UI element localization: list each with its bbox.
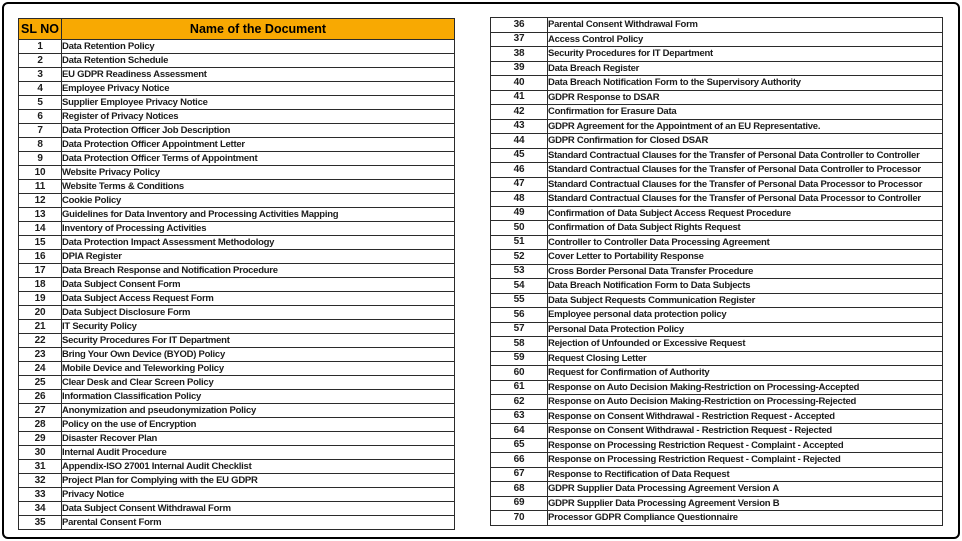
document-name: Website Privacy Policy: [62, 166, 455, 180]
row-number: 48: [491, 192, 548, 207]
document-name: Data Retention Schedule: [62, 54, 455, 68]
document-name: GDPR Agreement for the Appointment of an EU Representative.: [548, 119, 943, 134]
document-name: Cookie Policy: [62, 194, 455, 208]
document-name: Disaster Recover Plan: [62, 432, 455, 446]
row-number: 30: [19, 446, 62, 460]
document-name: Request for Confirmation of Authority: [548, 366, 943, 381]
document-name: Information Classification Policy: [62, 390, 455, 404]
document-name: Data Subject Consent Form: [62, 278, 455, 292]
row-number: 66: [491, 453, 548, 468]
row-number: 17: [19, 264, 62, 278]
document-name: Employee Privacy Notice: [62, 82, 455, 96]
table-row: [19, 236, 455, 250]
row-number: 34: [19, 502, 62, 516]
table-row: [491, 482, 943, 497]
table-row: [491, 61, 943, 76]
table-row: [491, 395, 943, 410]
table-body-right: [491, 18, 943, 526]
table-row: [491, 467, 943, 482]
column-header-document-name: Name of the Document: [62, 19, 455, 40]
document-name: Security Procedures For IT Department: [62, 334, 455, 348]
row-number: 62: [491, 395, 548, 410]
document-name: EU GDPR Readiness Assessment: [62, 68, 455, 82]
document-name: Parental Consent Withdrawal Form: [548, 18, 943, 33]
table-row: [19, 362, 455, 376]
row-number: 11: [19, 180, 62, 194]
table-row: [491, 177, 943, 192]
table-row: [19, 320, 455, 334]
document-name: Employee personal data protection policy: [548, 308, 943, 323]
document-name: Access Control Policy: [548, 32, 943, 47]
table-row: [19, 222, 455, 236]
table-row: [491, 221, 943, 236]
document-name: Data Subject Requests Communication Register: [548, 293, 943, 308]
row-number: 70: [491, 511, 548, 526]
row-number: 12: [19, 194, 62, 208]
document-name: Data Protection Officer Terms of Appointment: [62, 152, 455, 166]
row-number: 59: [491, 351, 548, 366]
row-number: 27: [19, 404, 62, 418]
table-row: [19, 488, 455, 502]
document-name: Response on Consent Withdrawal - Restriction Request - Accepted: [548, 409, 943, 424]
table-row: [19, 334, 455, 348]
table-row: [19, 376, 455, 390]
document-name: Project Plan for Complying with the EU GDPR: [62, 474, 455, 488]
row-number: 1: [19, 40, 62, 54]
table-row: [491, 337, 943, 352]
row-number: 56: [491, 308, 548, 323]
document-name: Privacy Notice: [62, 488, 455, 502]
document-name: Standard Contractual Clauses for the Transfer of Personal Data Processor to Processor: [548, 177, 943, 192]
document-name: Policy on the use of Encryption: [62, 418, 455, 432]
table-row: [491, 409, 943, 424]
document-name: Security Procedures for IT Department: [548, 47, 943, 62]
row-number: 20: [19, 306, 62, 320]
document-name: Controller to Controller Data Processing Agreement: [548, 235, 943, 250]
row-number: 32: [19, 474, 62, 488]
row-number: 26: [19, 390, 62, 404]
document-name: Internal Audit Procedure: [62, 446, 455, 460]
document-name: Clear Desk and Clear Screen Policy: [62, 376, 455, 390]
table-row: [19, 138, 455, 152]
table-row: [491, 192, 943, 207]
table-row: [19, 96, 455, 110]
row-number: 19: [19, 292, 62, 306]
table-row: [491, 206, 943, 221]
document-name: Rejection of Unfounded or Excessive Request: [548, 337, 943, 352]
table-body-left: [19, 40, 455, 530]
table-row: [491, 366, 943, 381]
document-name: Processor GDPR Compliance Questionnaire: [548, 511, 943, 526]
table-row: [19, 404, 455, 418]
row-number: 23: [19, 348, 62, 362]
document-name: Data Subject Consent Withdrawal Form: [62, 502, 455, 516]
row-number: 6: [19, 110, 62, 124]
table-row: [491, 90, 943, 105]
document-name: Bring Your Own Device (BYOD) Policy: [62, 348, 455, 362]
document-name: Response on Auto Decision Making-Restriction on Processing-Accepted: [548, 380, 943, 395]
row-number: 63: [491, 409, 548, 424]
document-table-right: [490, 17, 943, 526]
document-name: Standard Contractual Clauses for the Transfer of Personal Data Controller to Controller: [548, 148, 943, 163]
row-number: 51: [491, 235, 548, 250]
document-name: Response to Rectification of Data Request: [548, 467, 943, 482]
document-name: Supplier Employee Privacy Notice: [62, 96, 455, 110]
table-row: [19, 124, 455, 138]
table-row: [19, 474, 455, 488]
table-row: [491, 308, 943, 323]
document-name: GDPR Supplier Data Processing Agreement Version A: [548, 482, 943, 497]
document-name: Cover Letter to Portability Response: [548, 250, 943, 265]
document-name: Website Terms & Conditions: [62, 180, 455, 194]
row-number: 43: [491, 119, 548, 134]
row-number: 7: [19, 124, 62, 138]
document-name: DPIA Register: [62, 250, 455, 264]
table-row: [491, 105, 943, 120]
row-number: 14: [19, 222, 62, 236]
row-number: 54: [491, 279, 548, 294]
table-row: [491, 148, 943, 163]
table-row: [19, 208, 455, 222]
row-number: 44: [491, 134, 548, 149]
table-row: [491, 279, 943, 294]
table-row: [19, 68, 455, 82]
header-row: [19, 19, 455, 40]
table-row: [491, 163, 943, 178]
table-row: [19, 152, 455, 166]
table-row: [19, 180, 455, 194]
table-row: [19, 516, 455, 530]
table-row: [491, 511, 943, 526]
table-row: [19, 502, 455, 516]
table-row: [491, 47, 943, 62]
row-number: 41: [491, 90, 548, 105]
document-name: Personal Data Protection Policy: [548, 322, 943, 337]
document-name: Data Breach Response and Notification Procedure: [62, 264, 455, 278]
row-number: 35: [19, 516, 62, 530]
document-name: Mobile Device and Teleworking Policy: [62, 362, 455, 376]
row-number: 49: [491, 206, 548, 221]
document-name: Data Subject Access Request Form: [62, 292, 455, 306]
row-number: 29: [19, 432, 62, 446]
row-number: 47: [491, 177, 548, 192]
column-header-sl-no: SL NO: [19, 19, 62, 40]
document-name: Data Protection Officer Appointment Letter: [62, 138, 455, 152]
document-name: IT Security Policy: [62, 320, 455, 334]
table-row: [19, 250, 455, 264]
document-name: Response on Consent Withdrawal - Restriction Request - Rejected: [548, 424, 943, 439]
document-name: Anonymization and pseudonymization Policy: [62, 404, 455, 418]
row-number: 16: [19, 250, 62, 264]
table-row: [491, 351, 943, 366]
row-number: 57: [491, 322, 548, 337]
row-number: 68: [491, 482, 548, 497]
document-name: Appendix-ISO 27001 Internal Audit Checklist: [62, 460, 455, 474]
document-name: Parental Consent Form: [62, 516, 455, 530]
row-number: 3: [19, 68, 62, 82]
row-number: 8: [19, 138, 62, 152]
table-row: [491, 293, 943, 308]
table-row: [19, 40, 455, 54]
table-row: [491, 380, 943, 395]
document-name: Guidelines for Data Inventory and Processing Activities Mapping: [62, 208, 455, 222]
row-number: 36: [491, 18, 548, 33]
row-number: 39: [491, 61, 548, 76]
document-name: Cross Border Personal Data Transfer Procedure: [548, 264, 943, 279]
table-row: [19, 110, 455, 124]
row-number: 24: [19, 362, 62, 376]
document-name: Data Breach Notification Form to Data Subjects: [548, 279, 943, 294]
table-row: [19, 446, 455, 460]
document-name: Data Retention Policy: [62, 40, 455, 54]
row-number: 45: [491, 148, 548, 163]
row-number: 13: [19, 208, 62, 222]
row-number: 65: [491, 438, 548, 453]
table-row: [491, 322, 943, 337]
table-row: [491, 18, 943, 33]
document-name: Confirmation of Data Subject Access Request Procedure: [548, 206, 943, 221]
row-number: 40: [491, 76, 548, 91]
row-number: 22: [19, 334, 62, 348]
row-number: 53: [491, 264, 548, 279]
document-name: GDPR Confirmation for Closed DSAR: [548, 134, 943, 149]
row-number: 25: [19, 376, 62, 390]
table-row: [19, 82, 455, 96]
row-number: 67: [491, 467, 548, 482]
row-number: 46: [491, 163, 548, 178]
row-number: 2: [19, 54, 62, 68]
table-row: [491, 134, 943, 149]
table-row: [19, 306, 455, 320]
table-row: [491, 264, 943, 279]
table-header: [19, 19, 455, 40]
table-row: [19, 54, 455, 68]
document-name: Request Closing Letter: [548, 351, 943, 366]
row-number: 60: [491, 366, 548, 381]
row-number: 64: [491, 424, 548, 439]
document-name: Data Breach Register: [548, 61, 943, 76]
row-number: 42: [491, 105, 548, 120]
row-number: 69: [491, 496, 548, 511]
row-number: 38: [491, 47, 548, 62]
document-name: Data Protection Impact Assessment Methodology: [62, 236, 455, 250]
row-number: 37: [491, 32, 548, 47]
table-row: [19, 418, 455, 432]
table-row: [491, 76, 943, 91]
document-name: Data Breach Notification Form to the Supervisory Authority: [548, 76, 943, 91]
row-number: 33: [19, 488, 62, 502]
table-row: [19, 460, 455, 474]
table-row: [491, 424, 943, 439]
document-name: Data Subject Disclosure Form: [62, 306, 455, 320]
document-name: Data Protection Officer Job Description: [62, 124, 455, 138]
row-number: 4: [19, 82, 62, 96]
document-name: Standard Contractual Clauses for the Transfer of Personal Data Processor to Controller: [548, 192, 943, 207]
document-name: Response on Auto Decision Making-Restriction on Processing-Rejected: [548, 395, 943, 410]
table-row: [491, 438, 943, 453]
table-row: [491, 119, 943, 134]
row-number: 31: [19, 460, 62, 474]
table-row: [19, 166, 455, 180]
row-number: 58: [491, 337, 548, 352]
table-row: [491, 453, 943, 468]
row-number: 28: [19, 418, 62, 432]
document-name: GDPR Supplier Data Processing Agreement Version B: [548, 496, 943, 511]
row-number: 15: [19, 236, 62, 250]
document-name: Response on Processing Restriction Request - Complaint - Accepted: [548, 438, 943, 453]
table-row: [19, 264, 455, 278]
table-row: [19, 432, 455, 446]
table-row: [19, 390, 455, 404]
document-name: Confirmation for Erasure Data: [548, 105, 943, 120]
document-name: Register of Privacy Notices: [62, 110, 455, 124]
table-row: [19, 278, 455, 292]
document-table-left: [18, 18, 455, 530]
document-name: GDPR Response to DSAR: [548, 90, 943, 105]
row-number: 55: [491, 293, 548, 308]
table-row: [19, 348, 455, 362]
row-number: 5: [19, 96, 62, 110]
table-row: [491, 496, 943, 511]
table-row: [491, 235, 943, 250]
row-number: 18: [19, 278, 62, 292]
document-name: Response on Processing Restriction Request - Complaint - Rejected: [548, 453, 943, 468]
table-row: [491, 32, 943, 47]
document-name: Inventory of Processing Activities: [62, 222, 455, 236]
row-number: 61: [491, 380, 548, 395]
row-number: 21: [19, 320, 62, 334]
row-number: 10: [19, 166, 62, 180]
row-number: 9: [19, 152, 62, 166]
document-name: Confirmation of Data Subject Rights Request: [548, 221, 943, 236]
table-row: [491, 250, 943, 265]
document-name: Standard Contractual Clauses for the Transfer of Personal Data Controller to Processor: [548, 163, 943, 178]
table-row: [19, 292, 455, 306]
row-number: 50: [491, 221, 548, 236]
row-number: 52: [491, 250, 548, 265]
table-row: [19, 194, 455, 208]
